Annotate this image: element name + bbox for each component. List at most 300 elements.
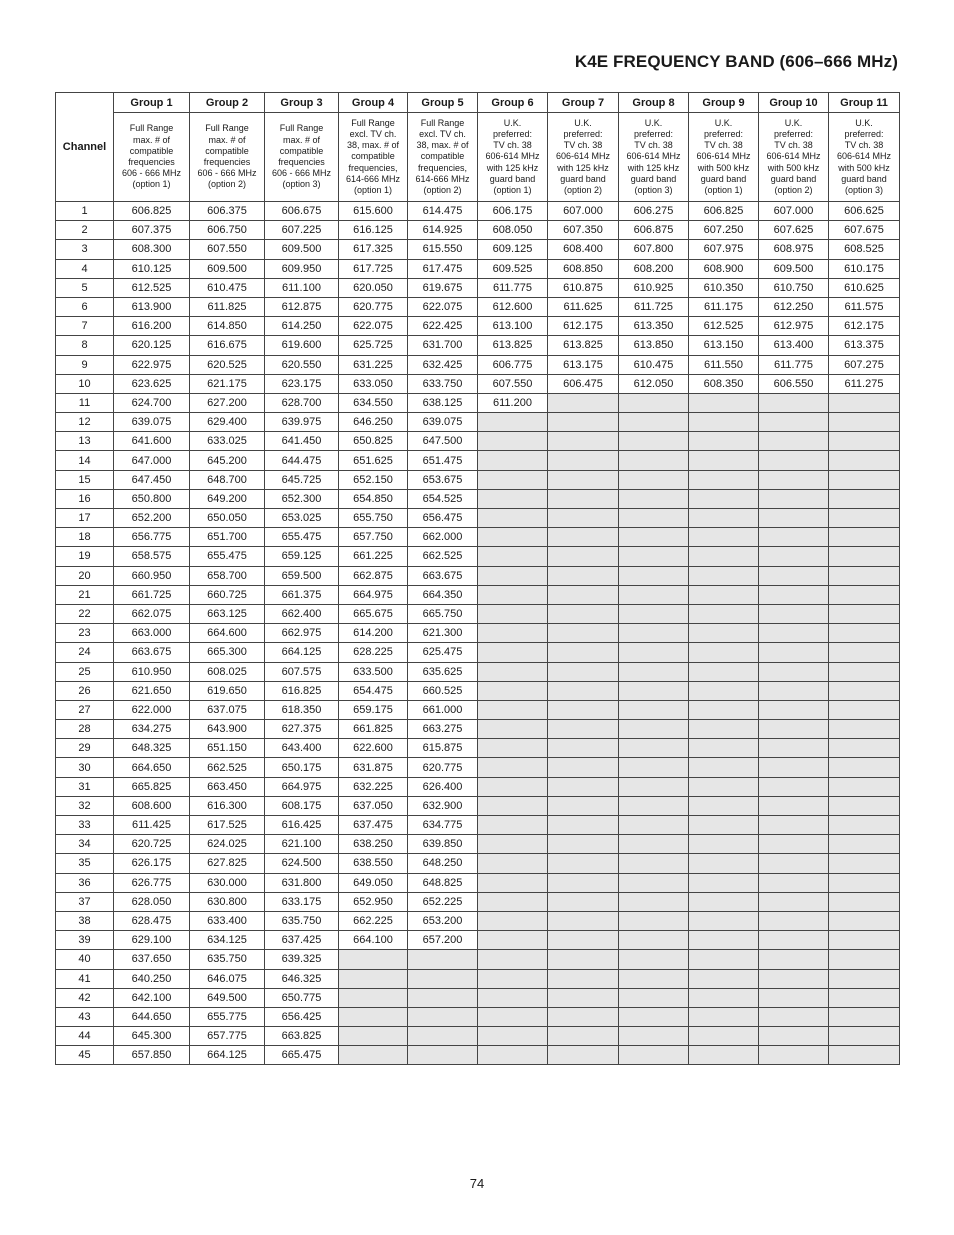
frequency-cell: 616.425 [265, 816, 339, 835]
frequency-cell: 610.475 [190, 278, 265, 297]
empty-cell [829, 662, 900, 681]
frequency-cell: 665.750 [408, 604, 478, 623]
table-row [56, 892, 900, 911]
frequency-cell: 613.150 [689, 336, 759, 355]
empty-cell [548, 662, 619, 681]
empty-cell [689, 566, 759, 585]
group-header: Group 1 [114, 93, 190, 113]
empty-cell [548, 700, 619, 719]
empty-cell [829, 931, 900, 950]
group-header: Group 3 [265, 93, 339, 113]
frequency-cell: 622.075 [339, 317, 408, 336]
frequency-cell: 654.475 [339, 681, 408, 700]
frequency-cell: 617.475 [408, 259, 478, 278]
frequency-cell: 649.050 [339, 873, 408, 892]
channel-number-cell: 8 [56, 336, 114, 355]
empty-cell [689, 643, 759, 662]
frequency-cell: 610.175 [829, 259, 900, 278]
frequency-cell: 647.000 [114, 451, 190, 470]
empty-cell [548, 777, 619, 796]
empty-cell [829, 547, 900, 566]
group-description [619, 113, 689, 202]
empty-cell [548, 796, 619, 815]
frequency-cell: 652.200 [114, 509, 190, 528]
frequency-cell: 639.075 [408, 413, 478, 432]
group-header: Group 4 [339, 93, 408, 113]
channel-number-cell: 32 [56, 796, 114, 815]
empty-cell [689, 700, 759, 719]
empty-cell [548, 873, 619, 892]
channel-number-cell: 25 [56, 662, 114, 681]
empty-cell [548, 489, 619, 508]
group-description-line: with 125 kHz [627, 162, 680, 173]
group-description-line: max. # of [208, 134, 246, 145]
frequency-cell: 632.900 [408, 796, 478, 815]
empty-cell [548, 739, 619, 758]
frequency-cell: 607.800 [619, 240, 689, 259]
frequency-cell: 608.525 [829, 240, 900, 259]
frequency-cell: 655.750 [339, 509, 408, 528]
empty-cell [759, 1007, 829, 1026]
group-description-line: (option 3) [844, 185, 884, 195]
frequency-cell: 646.075 [190, 969, 265, 988]
frequency-cell: 643.900 [190, 720, 265, 739]
empty-cell [478, 528, 548, 547]
table-row [56, 528, 900, 547]
group-description-line: TV ch. 38 [844, 140, 884, 151]
empty-cell [689, 758, 759, 777]
frequency-cell: 612.975 [759, 317, 829, 336]
group-description [265, 113, 339, 202]
empty-cell [689, 816, 759, 835]
frequency-cell: 662.525 [408, 547, 478, 566]
empty-cell [829, 509, 900, 528]
group-description-line: compatible [351, 151, 395, 162]
group-description-line: preferred: [773, 128, 814, 139]
empty-cell [759, 720, 829, 739]
empty-cell [759, 470, 829, 489]
frequency-cell: 626.175 [114, 854, 190, 873]
channel-number-cell: 9 [56, 355, 114, 374]
frequency-cell: 661.725 [114, 585, 190, 604]
empty-cell [759, 854, 829, 873]
group-header: Group 6 [478, 93, 548, 113]
channel-number-cell: 18 [56, 528, 114, 547]
table-row [56, 259, 900, 278]
frequency-cell: 652.150 [339, 470, 408, 489]
frequency-cell: 620.775 [339, 297, 408, 316]
empty-cell [829, 1007, 900, 1026]
frequency-cell: 665.675 [339, 604, 408, 623]
empty-cell [829, 413, 900, 432]
table-row [56, 509, 900, 528]
frequency-cell: 657.775 [190, 1027, 265, 1046]
frequency-cell: 609.950 [265, 259, 339, 278]
group-description-line: compatible [129, 145, 174, 156]
frequency-cell: 612.525 [689, 317, 759, 336]
frequency-cell: 628.475 [114, 911, 190, 930]
group-description-line: with 500 kHz [838, 162, 890, 173]
group-description [339, 113, 408, 202]
group-description-line: 606-614 MHz [696, 151, 751, 162]
empty-cell [759, 489, 829, 508]
group-description-line: frequencies [203, 157, 251, 167]
empty-cell [829, 528, 900, 547]
table-row [56, 643, 900, 662]
frequency-cell: 606.675 [265, 202, 339, 221]
empty-cell [689, 1046, 759, 1065]
table-row [56, 720, 900, 739]
empty-cell [689, 604, 759, 623]
table-row [56, 317, 900, 336]
empty-cell [829, 969, 900, 988]
group-description-line: preferred: [844, 128, 884, 139]
empty-cell [478, 700, 548, 719]
frequency-cell: 633.050 [339, 374, 408, 393]
frequency-cell: 606.375 [190, 202, 265, 221]
table-row [56, 777, 900, 796]
frequency-cell: 607.575 [265, 662, 339, 681]
empty-cell [548, 470, 619, 489]
empty-cell [619, 489, 689, 508]
empty-cell [619, 892, 689, 911]
group-description-line: compatible [420, 151, 465, 162]
empty-cell [689, 1007, 759, 1026]
frequency-cell: 664.975 [265, 777, 339, 796]
empty-cell [619, 624, 689, 643]
empty-cell [689, 393, 759, 412]
frequency-cell: 618.350 [265, 700, 339, 719]
empty-cell [548, 451, 619, 470]
frequency-cell: 620.725 [114, 835, 190, 854]
frequency-cell: 613.100 [478, 317, 548, 336]
frequency-cell: 612.525 [114, 278, 190, 297]
channel-number-cell: 1 [56, 202, 114, 221]
group-description-line: Full Range [279, 123, 324, 134]
channel-number-cell: 19 [56, 547, 114, 566]
channel-number-cell: 36 [56, 873, 114, 892]
table-row [56, 547, 900, 566]
frequency-cell: 614.200 [339, 624, 408, 643]
frequency-cell: 608.900 [689, 259, 759, 278]
channel-number-cell: 44 [56, 1027, 114, 1046]
frequency-cell: 661.825 [339, 720, 408, 739]
frequency-cell: 611.200 [478, 393, 548, 412]
group-header: Group 10 [759, 93, 829, 113]
empty-cell [619, 393, 689, 412]
channel-number-cell: 30 [56, 758, 114, 777]
frequency-cell: 663.450 [190, 777, 265, 796]
empty-cell [689, 911, 759, 930]
group-header: Group 7 [548, 93, 619, 113]
channel-number-cell: 35 [56, 854, 114, 873]
group-description-line: guard band [489, 173, 536, 184]
empty-cell [759, 547, 829, 566]
frequency-cell: 664.125 [190, 1046, 265, 1065]
group-description-line: (option 2) [207, 179, 247, 190]
frequency-cell: 619.600 [265, 336, 339, 355]
empty-cell [689, 470, 759, 489]
group-description-line: (option 1) [493, 185, 532, 195]
empty-cell [408, 1027, 478, 1046]
group-description-line: (option 1) [353, 185, 393, 195]
table-row [56, 854, 900, 873]
group-description-line: 606-614 MHz [626, 151, 681, 162]
group-description-line: max. # of [132, 134, 170, 145]
empty-cell [478, 873, 548, 892]
empty-cell [478, 1046, 548, 1065]
group-description [114, 113, 190, 202]
group-header: Group 5 [408, 93, 478, 113]
frequency-cell: 612.250 [759, 297, 829, 316]
empty-cell [759, 892, 829, 911]
empty-cell [619, 969, 689, 988]
empty-cell [478, 509, 548, 528]
empty-cell [759, 432, 829, 451]
channel-number-cell: 29 [56, 739, 114, 758]
channel-number-cell: 7 [56, 317, 114, 336]
group-description-line: (option 3) [634, 185, 673, 195]
empty-cell [478, 662, 548, 681]
empty-cell [548, 1007, 619, 1026]
empty-cell [829, 873, 900, 892]
frequency-cell: 612.175 [548, 317, 619, 336]
group-description [408, 113, 478, 202]
frequency-cell: 633.025 [190, 432, 265, 451]
frequency-cell: 665.475 [265, 1046, 339, 1065]
frequency-cell: 631.875 [339, 758, 408, 777]
frequency-cell: 652.300 [265, 489, 339, 508]
frequency-cell: 630.000 [190, 873, 265, 892]
empty-cell [759, 931, 829, 950]
channel-number-cell: 3 [56, 240, 114, 259]
frequency-cell: 663.125 [190, 604, 265, 623]
frequency-cell: 628.700 [265, 393, 339, 412]
frequency-cell: 619.650 [190, 681, 265, 700]
frequency-cell: 664.650 [114, 758, 190, 777]
frequency-cell: 646.250 [339, 413, 408, 432]
frequency-cell: 655.475 [265, 528, 339, 547]
frequency-cell: 647.500 [408, 432, 478, 451]
frequency-cell: 656.425 [265, 1007, 339, 1026]
frequency-cell: 616.200 [114, 317, 190, 336]
frequency-cell: 659.125 [265, 547, 339, 566]
empty-cell [478, 451, 548, 470]
frequency-cell: 643.400 [265, 739, 339, 758]
empty-cell [759, 509, 829, 528]
channel-number-cell: 4 [56, 259, 114, 278]
frequency-cell: 662.400 [265, 604, 339, 623]
frequency-cell: 630.800 [190, 892, 265, 911]
table-row [56, 374, 900, 393]
frequency-cell: 633.175 [265, 892, 339, 911]
empty-cell [759, 988, 829, 1007]
empty-cell [408, 988, 478, 1007]
empty-cell [689, 873, 759, 892]
empty-cell [829, 585, 900, 604]
empty-cell [548, 835, 619, 854]
channel-number-cell: 45 [56, 1046, 114, 1065]
empty-cell [619, 816, 689, 835]
frequency-cell: 616.675 [190, 336, 265, 355]
frequency-cell: 644.650 [114, 1007, 190, 1026]
empty-cell [759, 816, 829, 835]
empty-cell [548, 604, 619, 623]
channel-number-cell: 27 [56, 700, 114, 719]
frequency-cell: 608.050 [478, 221, 548, 240]
empty-cell [689, 720, 759, 739]
group-description-line: 606 - 666 MHz [197, 168, 257, 179]
group-description-line: U.K. [503, 117, 522, 128]
frequency-cell: 640.250 [114, 969, 190, 988]
frequency-cell: 661.000 [408, 700, 478, 719]
group-description-line: TV ch. 38 [774, 140, 813, 151]
empty-cell [548, 624, 619, 643]
empty-cell [619, 796, 689, 815]
empty-cell [339, 1046, 408, 1065]
group-description-line: (option 2) [563, 185, 603, 195]
frequency-cell: 634.125 [190, 931, 265, 950]
frequency-cell: 607.550 [190, 240, 265, 259]
empty-cell [548, 528, 619, 547]
group-description-line: (option 3) [282, 179, 321, 190]
frequency-cell: 652.950 [339, 892, 408, 911]
empty-cell [548, 720, 619, 739]
frequency-cell: 620.050 [339, 278, 408, 297]
empty-cell [829, 835, 900, 854]
table-row [56, 662, 900, 681]
empty-cell [829, 451, 900, 470]
empty-cell [689, 528, 759, 547]
empty-cell [759, 950, 829, 969]
table-row [56, 432, 900, 451]
group-header: Group 8 [619, 93, 689, 113]
empty-cell [689, 451, 759, 470]
frequency-cell: 607.225 [265, 221, 339, 240]
empty-cell [548, 950, 619, 969]
group-description-line: 606 - 666 MHz [271, 168, 332, 179]
group-header: Group 2 [190, 93, 265, 113]
empty-cell [339, 1027, 408, 1046]
frequency-cell: 611.775 [478, 278, 548, 297]
empty-cell [759, 643, 829, 662]
empty-cell [478, 1007, 548, 1026]
frequency-cell: 624.700 [114, 393, 190, 412]
empty-cell [689, 413, 759, 432]
empty-cell [759, 835, 829, 854]
frequency-cell: 608.975 [759, 240, 829, 259]
channel-number-cell: 37 [56, 892, 114, 911]
frequency-cell: 651.700 [190, 528, 265, 547]
frequency-cell: 634.775 [408, 816, 478, 835]
frequency-cell: 611.175 [689, 297, 759, 316]
frequency-cell: 610.750 [759, 278, 829, 297]
frequency-cell: 613.400 [759, 336, 829, 355]
group-description-line: compatible [279, 145, 324, 156]
empty-cell [689, 969, 759, 988]
channel-number-cell: 13 [56, 432, 114, 451]
empty-cell [478, 739, 548, 758]
frequency-cell: 627.375 [265, 720, 339, 739]
frequency-cell: 628.050 [114, 892, 190, 911]
frequency-cell: 644.475 [265, 451, 339, 470]
empty-cell [548, 892, 619, 911]
frequency-cell: 653.675 [408, 470, 478, 489]
empty-cell [619, 758, 689, 777]
frequency-cell: 609.500 [190, 259, 265, 278]
frequency-cell: 615.875 [408, 739, 478, 758]
empty-cell [619, 528, 689, 547]
frequency-cell: 650.175 [265, 758, 339, 777]
frequency-cell: 614.925 [408, 221, 478, 240]
frequency-cell: 641.600 [114, 432, 190, 451]
empty-cell [619, 509, 689, 528]
frequency-table [55, 92, 900, 1065]
frequency-cell: 665.825 [114, 777, 190, 796]
group-description-line: preferred: [563, 128, 603, 139]
empty-cell [619, 413, 689, 432]
empty-cell [829, 1046, 900, 1065]
group-description-line: preferred: [633, 128, 674, 139]
frequency-cell: 606.550 [759, 374, 829, 393]
empty-cell [689, 777, 759, 796]
empty-cell [478, 931, 548, 950]
frequency-cell: 606.825 [689, 202, 759, 221]
empty-cell [478, 758, 548, 777]
frequency-cell: 607.000 [759, 202, 829, 221]
frequency-cell: 615.600 [339, 202, 408, 221]
table-row [56, 413, 900, 432]
channel-number-cell: 17 [56, 509, 114, 528]
empty-cell [408, 950, 478, 969]
group-description-line: (option 1) [132, 179, 171, 190]
frequency-cell: 622.075 [408, 297, 478, 316]
channel-number-cell: 24 [56, 643, 114, 662]
empty-cell [478, 988, 548, 1007]
frequency-cell: 610.925 [619, 278, 689, 297]
group-description-line: excl. TV ch. [349, 128, 397, 139]
empty-cell [408, 1046, 478, 1065]
empty-cell [478, 489, 548, 508]
frequency-cell: 607.000 [548, 202, 619, 221]
empty-cell [689, 931, 759, 950]
empty-cell [759, 969, 829, 988]
frequency-cell: 664.125 [265, 643, 339, 662]
frequency-cell: 617.725 [339, 259, 408, 278]
channel-number-cell: 43 [56, 1007, 114, 1026]
frequency-cell: 612.175 [829, 317, 900, 336]
frequency-cell: 613.850 [619, 336, 689, 355]
frequency-cell: 650.825 [339, 432, 408, 451]
group-description-line: 38, max. # of [416, 140, 469, 151]
empty-cell [478, 911, 548, 930]
group-description-line: TV ch. 38 [704, 140, 743, 151]
frequency-cell: 629.400 [190, 413, 265, 432]
empty-cell [759, 624, 829, 643]
frequency-cell: 663.275 [408, 720, 478, 739]
frequency-cell: 651.150 [190, 739, 265, 758]
empty-cell [619, 1027, 689, 1046]
table-row [56, 604, 900, 623]
empty-cell [478, 470, 548, 489]
empty-cell [619, 988, 689, 1007]
group-description-line: Full Range [351, 117, 395, 128]
frequency-cell: 611.100 [265, 278, 339, 297]
frequency-cell: 614.250 [265, 317, 339, 336]
empty-cell [548, 816, 619, 835]
frequency-cell: 656.775 [114, 528, 190, 547]
empty-cell [478, 643, 548, 662]
